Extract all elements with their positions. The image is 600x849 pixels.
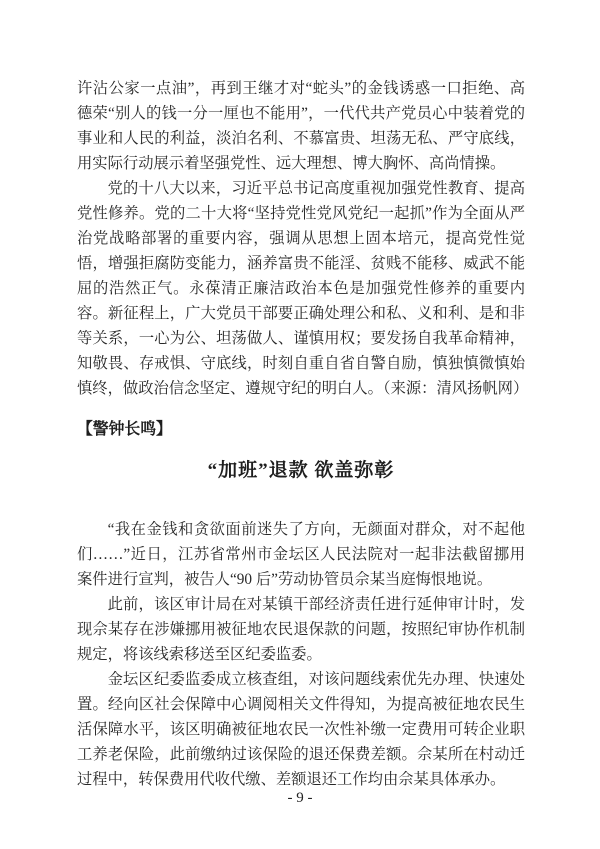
article-title: “加班”退款 欲盖弥彰 — [207, 460, 395, 481]
page-number: - 9 - — [287, 790, 313, 806]
article-paragraph: “我在金钱和贪欲面前迷失了方向，无颜面对群众，对不起他们……”近日，江苏省常州市金坛区人民法院对一起非法截留挪用案件进行宣判，被告人“90 后”劳动协管员佘某当庭悔恨地说。 — [77, 521, 525, 588]
body-paragraph: 党的十八大以来，习近平总书记高度重视加强党性教育、提高党性修养。党的二十大将“坚持党性党风党纪一起抓”作为全面从严治党战略部署的重要内容，强调从思想上固本培元，提高党性觉悟，增强拒腐防变能力，涵养富贵不能淫、贫贱不能移、威武不能屈的浩然正气。永葆清正廉洁政治本色是加强党性修养的重要内容。新征程上，广大党员干部要正确处理公和私、义和利、是和非等关系，一心为公、坦荡做人、谨慎用权；要发扬自我革命精神，知敬畏、存戒惧、守底线，时刻自重自省自警自励，慎独慎微慎始慎终，做政治信念坚定、遵规守纪的明白人。（来源：清风扬帆网） — [77, 180, 529, 397]
article-paragraph: 金坛区纪委监委成立核查组，对该问题线索优先办理、快速处置。经向区社会保障中心调阅相关文件得知，为提高被征地农民生活保障水平，该区明确被征地农民一次性补缴一定费用可转企业职工养老保险，此前缴纳过该保险的退还保费差额。佘某所在村动迁过程中，转保费用代收代缴、差额退还工作均由佘某具体承办。 — [77, 671, 525, 788]
body-paragraph-continuation: 许沾公家一点油”，再到王继才对“蛇头”的金钱诱惑一口拒绝、高德荣“别人的钱一分一厘也不能用”，一代代共产党员心中装着党的事业和人民的利益，淡泊名利、不慕富贵、坦荡无私、严守底线，用实际行动展示着坚强党性、远大理想、博大胸怀、高尚情操。 — [77, 80, 525, 172]
section-heading: 【警钟长鸣】 — [77, 421, 172, 438]
article-paragraph: 此前，该区审计局在对某镇干部经济责任进行延伸审计时，发现佘某存在涉嫌挪用被征地农民退保款的问题，按照纪审协作机制规定，将该线索移送至区纪委监委。 — [77, 596, 525, 663]
page-body — [77, 76, 529, 792]
